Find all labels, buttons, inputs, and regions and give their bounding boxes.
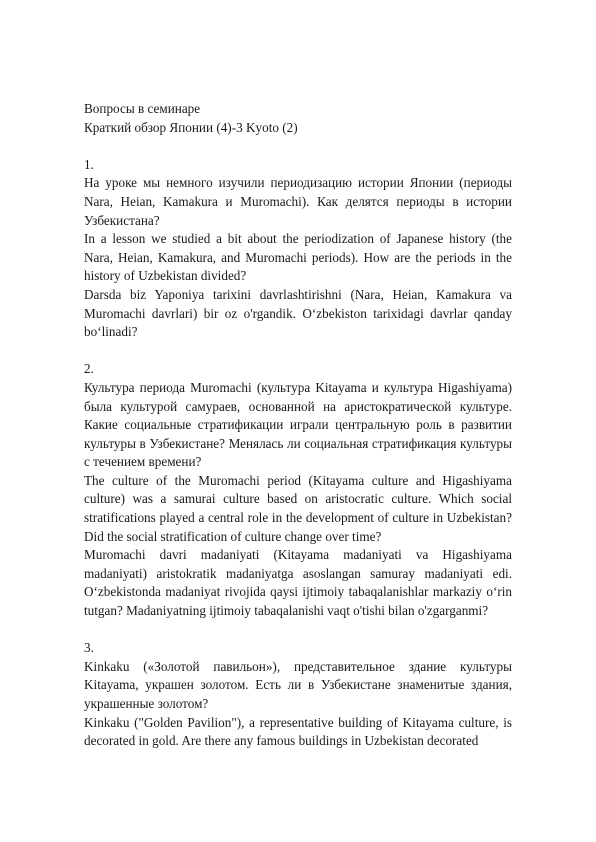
question-number: 1. — [84, 156, 94, 172]
question-text-russian: На уроке мы немного изучили периодизацию истории Японии (периоды Nara, Heian, Kamakura и Muromachi). Как делятся периоды в истории Узбекистана? — [84, 175, 512, 228]
question-text-uzbek: Darsda biz Yaponiya tarixini davrlashtirishni (Nara, Heian, Kamakura va Muromachi davrlari) bir oz o'rgandik. O‘zbekiston tarixidagi davrlar qanday bo‘linadi? — [84, 286, 512, 340]
question-1 — [84, 156, 512, 342]
question-text-russian: Kinkaku («Золотой павильон»), представительное здание культуры Kitayama, украшен золотом. Есть ли в Узбекистане знаменитые здания, украшенные золотом? — [84, 658, 512, 711]
question-text-english: Kinkaku ("Golden Pavilion"), a representative building of Kitayama culture, is decorated in gold. Are there any famous buildings in Uzbekistan decorated — [84, 714, 512, 749]
question-text-russian: Культура периода Muromachi (культура Kitayama и культура Higashiyama) была культурой самураев, основанной на аристократической культуре. Какие социальные стратификации играли центральную роль в развитии культуры в Узбекистане? Менялась ли социальная стратификация культуры с течением времени? — [84, 379, 512, 470]
document-subtitle: Краткий обзор Японии (4)-3 Kyoto (2) — [84, 119, 298, 135]
question-3 — [84, 639, 512, 751]
spacer — [84, 621, 512, 640]
question-text-english: In a lesson we studied a bit about the periodization of Japanese history (the Nara, Heian, Kamakura, and Muromachi periods). How are the periods in the history of Uzbekistan divided? — [84, 231, 512, 284]
spacer — [84, 342, 512, 361]
question-2 — [84, 360, 512, 620]
document-page — [84, 100, 512, 751]
question-text-english: The culture of the Muromachi period (Kitayama culture and Higashiyama culture) was a samurai culture based on aristocratic culture. Which social stratifications played a central role in the development of culture in Uzbekistan? Did the social stratification of culture change over time? — [84, 472, 512, 544]
spacer — [84, 137, 512, 156]
document-title: Вопросы в семинаре — [84, 101, 201, 116]
question-text-uzbek: Muromachi davri madaniyati (Kitayama madaniyati va Higashiyama madaniyati) aristokratik madaniyatga asoslangan samuray madaniyati edi. O‘zbekistonda madaniyat rivojida qaysi ijtimoiy tabaqalanishlar markaziy o‘rin tutgan? Madaniyatning ijtimoiy tabaqalanishi vaqt o'tishi bilan o'zgarganmi? — [84, 547, 512, 619]
question-number: 2. — [84, 361, 94, 377]
question-number: 3. — [84, 640, 94, 656]
